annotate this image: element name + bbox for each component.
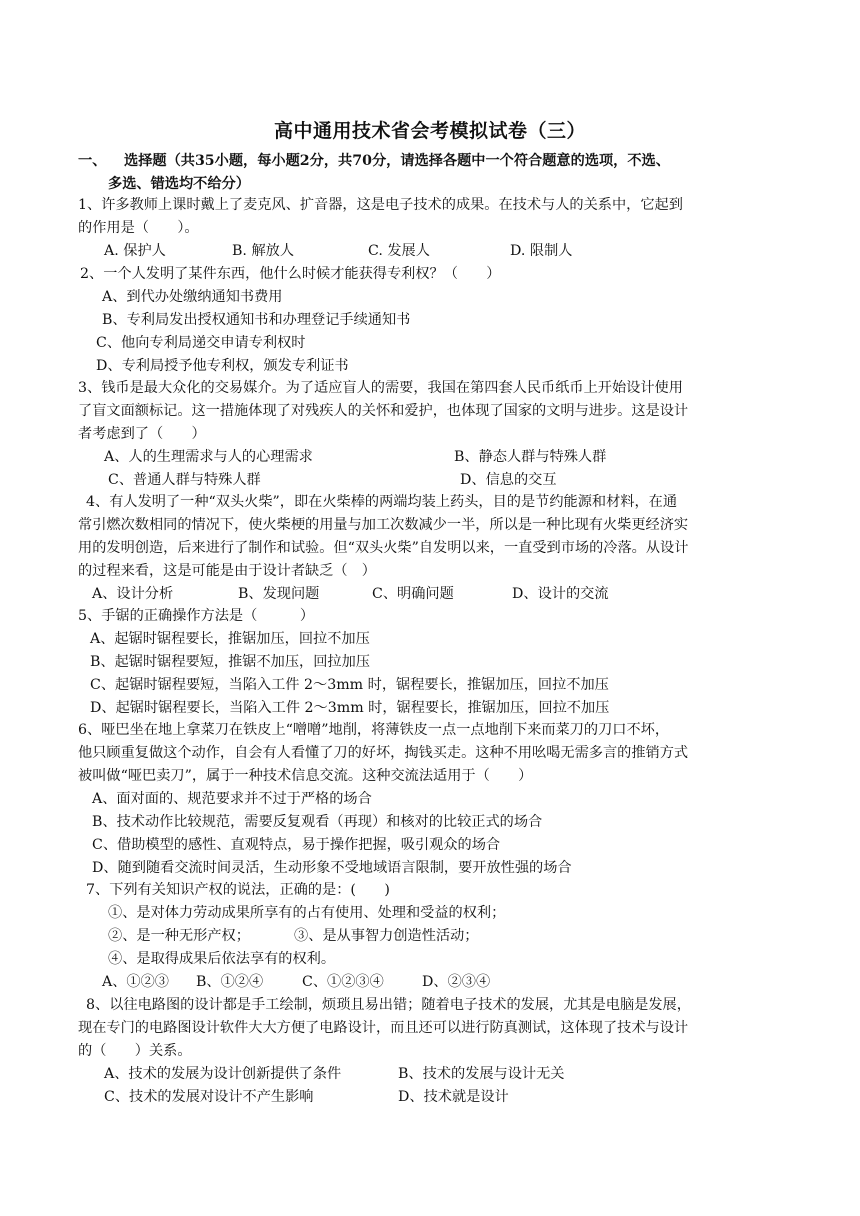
q3-option-b: B、静态人群与特殊人群 (454, 449, 607, 465)
q3-option-c: C、普通人群与特殊人群 (108, 472, 261, 488)
q7-option-c: C、①②③④ (302, 974, 384, 990)
q4-option-b: B、发现问题 (238, 586, 320, 602)
q2-option-d: D、专利局授予他专利权，颁发专利证书 (96, 358, 349, 374)
q7-stem: 7、下列有关知识产权的说法，正确的是：( ) (86, 882, 390, 898)
q2-option-b: B、专利局发出授权通知书和办理登记手续通知书 (102, 312, 411, 328)
section-line-1: 选择题（共35小题，每小题2分，共70分，请选择各题中一个符合题意的选项，不选、 (124, 153, 670, 169)
section-number: 一、 (78, 153, 107, 169)
q7-item-3: ③、是从事智力创造性活动； (294, 928, 479, 944)
page-title: 高中通用技术省会考模拟试卷（三） (273, 120, 586, 142)
q6-stem-line-2: 他只顾重复做这个动作，自会有人看懂了刀的好坏，掏钱买走。这种不用吆喝无需多言的推销方式 (78, 745, 689, 761)
q2-stem: 2、一个人发明了某件东西，他什么时候才能获得专利权？（ ） (80, 266, 501, 282)
q1-option-c: C. 发展人 (368, 243, 430, 259)
q7-option-b: B、①②④ (196, 974, 264, 990)
q3-stem-line-1: 3、钱币是最大众化的交易媒介。为了适应盲人的需要，我国在第四套人民币纸币上开始设计使用 (78, 380, 683, 396)
q6-option-c: C、借助模型的感性、直观特点，易于操作把握，吸引观众的场合 (92, 837, 501, 853)
q1-option-d: D. 限制人 (510, 243, 573, 259)
q1-option-b: B. 解放人 (232, 243, 295, 259)
q8-option-c: C、技术的发展对设计不产生影响 (104, 1089, 314, 1105)
q8-stem-line-3: 的（ ）关系。 (78, 1043, 192, 1059)
q5-option-c: C、起锯时锯程要短，当陷入工件 2～3mm 时，锯程要长，推锯加压，回拉不加压 (90, 677, 609, 693)
q2-option-a: A、到代办处缴纳通知书费用 (102, 289, 283, 305)
q3-option-a: A、人的生理需求与人的心理需求 (104, 449, 313, 465)
q7-option-a: A、①②③ (102, 974, 169, 990)
q4-stem-line-2: 常引燃次数相同的情况下，使火柴梗的用量与加工次数减少一半，所以是一种比现有火柴更经济实 (78, 517, 689, 533)
q8-stem-line-2: 现在专门的电路图设计软件大大方便了电路设计，而且还可以进行防真测试，这体现了技术与设计 (78, 1020, 689, 1036)
q3-stem-line-3: 者考虑到了（ ） (78, 426, 206, 442)
q7-item-1: ①、是对体力劳动成果所享有的占有使用、处理和受益的权利； (108, 905, 506, 921)
q1-stem-line-1: 1、许多教师上课时戴上了麦克风、扩音器，这是电子技术的成果。在技术与人的关系中，它起到 (78, 197, 683, 213)
q1-option-a: A. 保护人 (104, 243, 166, 259)
q4-stem-line-4: 的过程来看，这是可能是由于设计者缺乏（ ） (78, 563, 376, 579)
q7-item-4: ④、是取得成果后依法享有的权利。 (108, 951, 336, 967)
q4-stem-line-1: 4、有人发明了一种“双头火柴”，即在火柴棒的两端均装上药头，目的是节约能源和材料，在通 (86, 494, 678, 510)
q5-option-b: B、起锯时锯程要短，推锯不加压，回拉加压 (90, 654, 370, 670)
q8-stem-line-1: 8、以往电路图的设计都是手工绘制，烦琐且易出错；随着电子技术的发展，尤其是电脑是发展， (86, 997, 691, 1013)
q6-option-b: B、技术动作比较规范，需要反复观看（再现）和核对的比较正式的场合 (92, 814, 543, 830)
q4-stem-line-3: 用的发明创造，后来进行了制作和试验。但“双头火柴”自发明以来，一直受到市场的冷落。从设计 (78, 540, 689, 556)
q6-option-a: A、面对面的、规范要求并不过于严格的场合 (92, 791, 372, 807)
q6-option-d: D、随到随看交流时间灵活，生动形象不受地域语言限制，要开放性强的场合 (92, 860, 572, 876)
section-line-2: 多选、错选均不给分） (108, 176, 250, 192)
q6-stem-line-3: 被叫做“哑巴卖刀”，属于一种技术信息交流。这种交流法适用于（ ） (78, 768, 533, 784)
q5-option-d: D、起锯时锯程要长，当陷入工件 2～3mm 时，锯程要长，推锯加压，回拉不加压 (90, 700, 610, 716)
q3-option-d: D、信息的交互 (460, 472, 557, 488)
q5-stem: 5、手锯的正确操作方法是（ ） (78, 608, 315, 624)
q4-option-c: C、明确问题 (372, 586, 454, 602)
q4-option-d: D、设计的交流 (512, 586, 609, 602)
q6-stem-line-1: 6、哑巴坐在地上拿菜刀在铁皮上“噌噌”地削，将薄铁皮一点一点地削下来而菜刀的刀口不坏， (78, 722, 670, 738)
q1-stem-line-2: 的作用是（ ）。 (78, 220, 199, 236)
q8-option-d: D、技术就是设计 (398, 1089, 509, 1105)
q7-item-2: ②、是一种无形产权； (108, 928, 250, 944)
q5-option-a: A、起锯时锯程要长，推锯加压，回拉不加压 (90, 631, 370, 647)
q8-option-b: B、技术的发展与设计无关 (398, 1066, 565, 1082)
q4-option-a: A、设计分析 (92, 586, 174, 602)
q3-stem-line-2: 了盲文面额标记。这一措施体现了对残疾人的关怀和爱护，也体现了国家的文明与进步。这是设计 (78, 403, 689, 419)
q2-option-c: C、他向专利局递交申请专利权时 (96, 335, 306, 351)
q7-option-d: D、②③④ (422, 974, 491, 990)
section-heading (78, 150, 738, 196)
q8-option-a: A、技术的发展为设计创新提供了条件 (104, 1066, 342, 1082)
